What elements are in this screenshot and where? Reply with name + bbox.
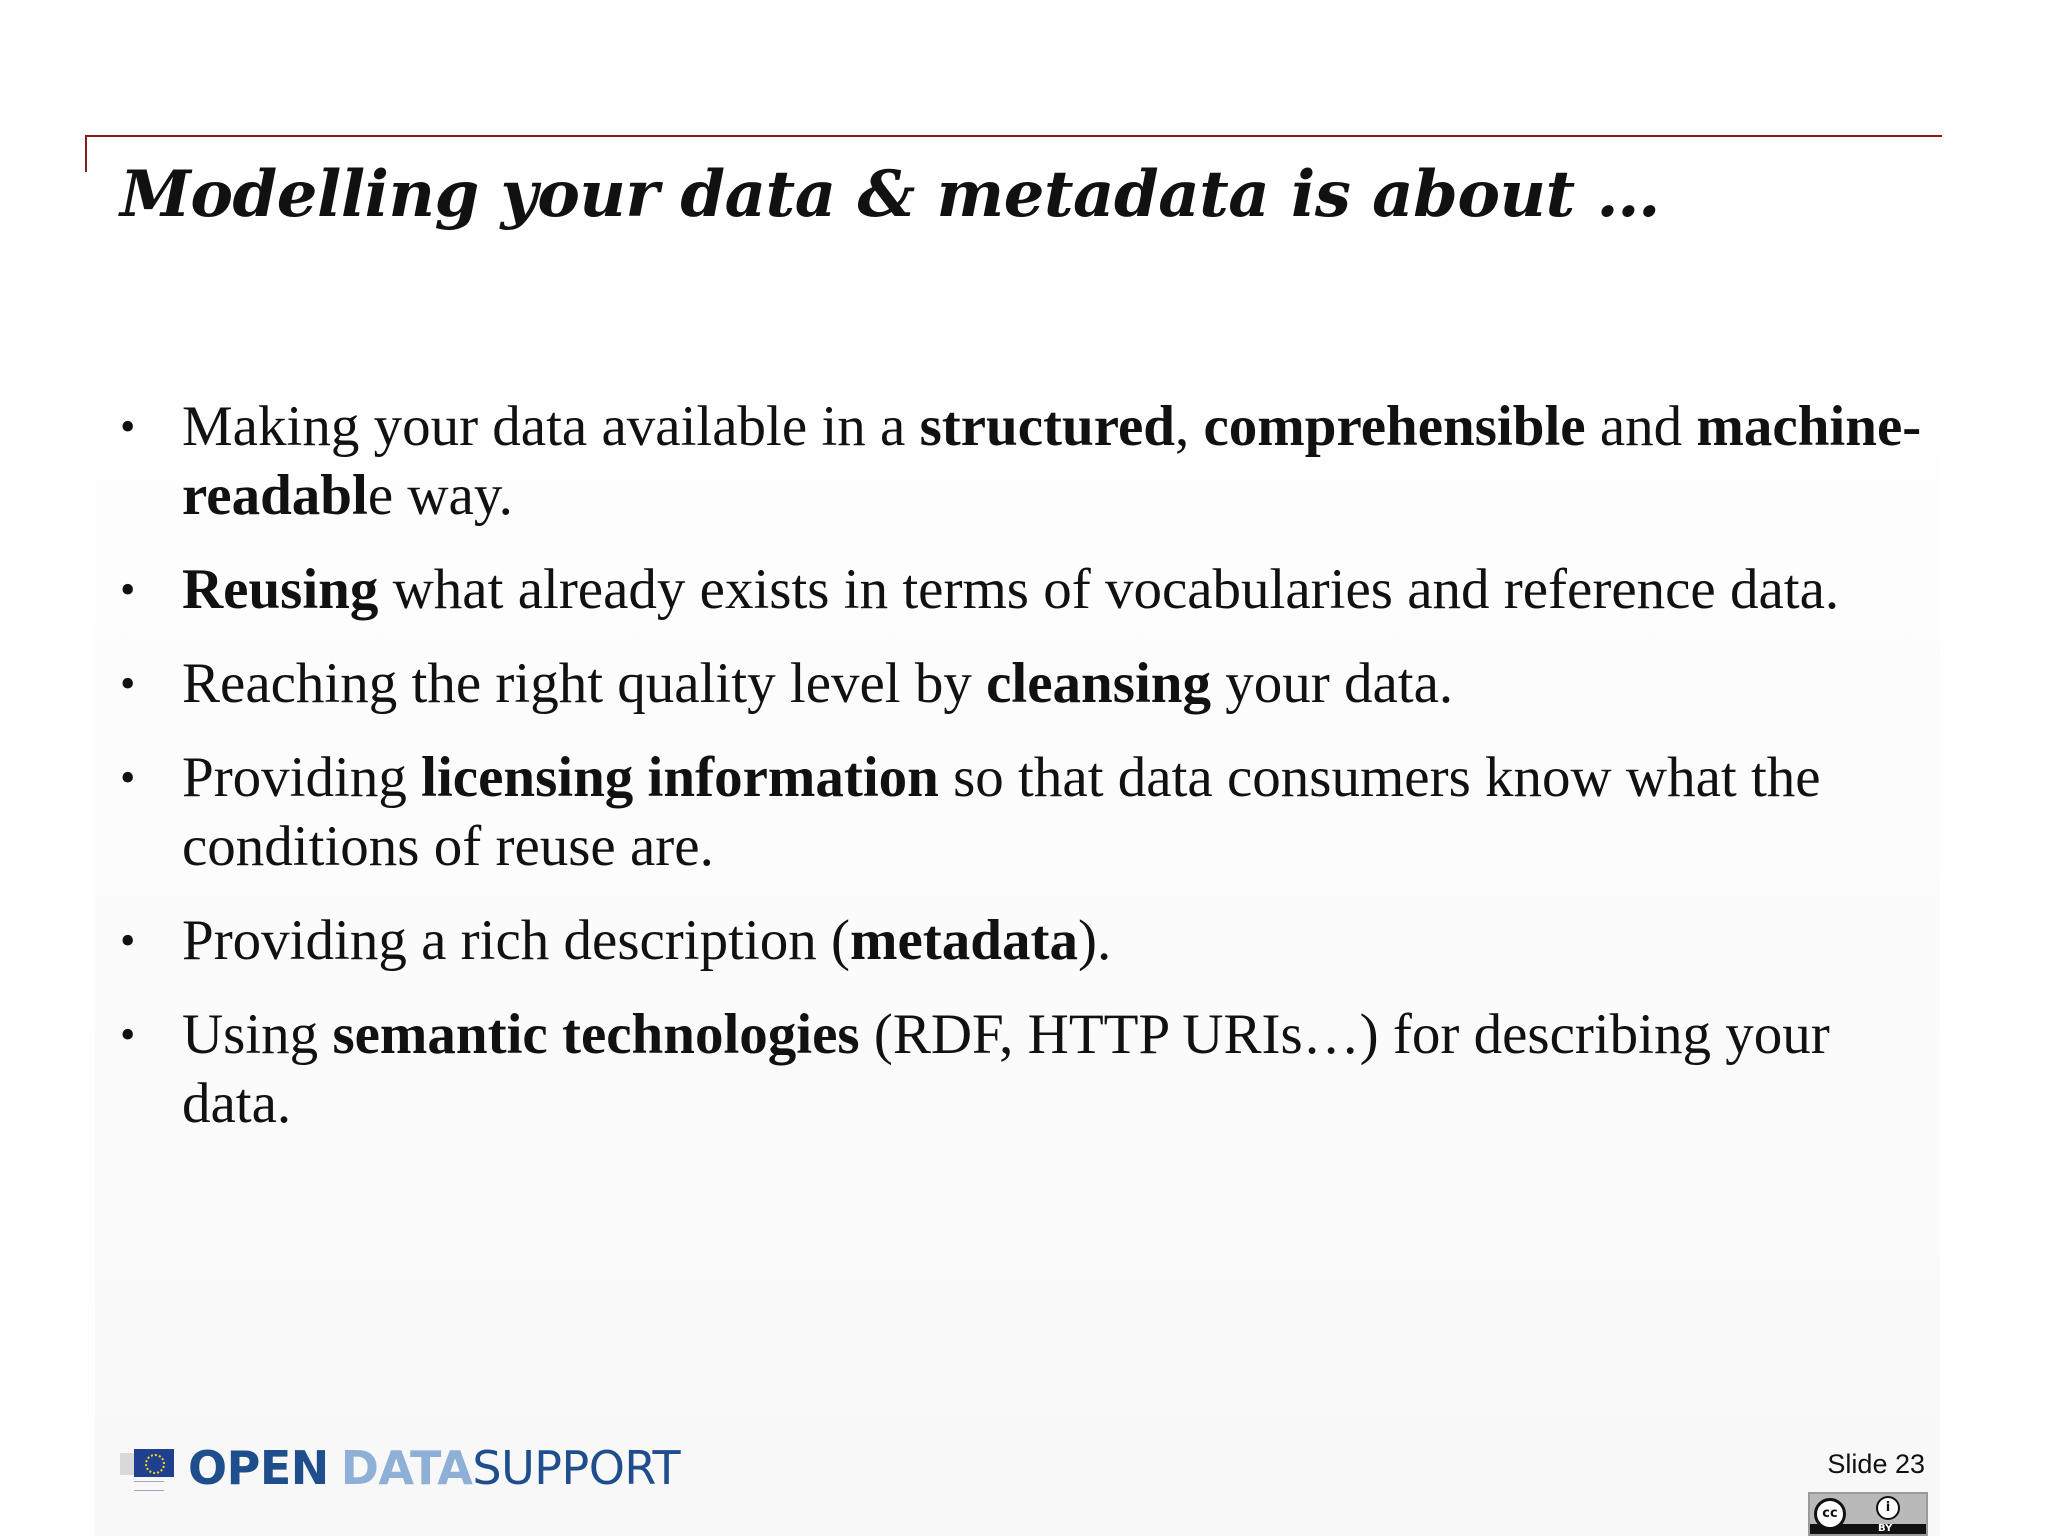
bullet-dot: • <box>120 565 136 614</box>
bullet-dot: • <box>120 916 136 965</box>
bullet-text: Making your data available in a <box>182 395 920 458</box>
bullet-emphasis: licensing information <box>421 746 939 809</box>
bullet-emphasis: Reusing <box>182 558 379 621</box>
cc-icon: cc <box>1814 1498 1846 1530</box>
bullet-item <box>120 906 1935 975</box>
bullet-text: what already exists in terms of vocabularies and reference data. <box>378 558 1840 621</box>
slide-number: Slide 23 <box>1827 1449 1925 1479</box>
brand-word-open: OPEN <box>188 1441 329 1495</box>
title-rule-tick <box>85 135 87 172</box>
bullet-emphasis: metadata <box>850 909 1078 972</box>
bullet-list <box>120 392 1935 1163</box>
bullet-item <box>120 743 1935 881</box>
brand-wordmark <box>188 1441 680 1495</box>
bullet-text: Providing <box>182 746 422 809</box>
bullet-dot: • <box>120 753 136 802</box>
title-rule <box>85 135 1942 137</box>
bullet-text: your data. <box>1210 652 1454 715</box>
bullet-emphasis: structured <box>919 395 1175 458</box>
slide-title: Modelling your data & metadata is about … <box>120 157 1660 232</box>
by-label: BY <box>1878 1523 1893 1534</box>
bullet-item <box>120 1000 1935 1138</box>
bullet-emphasis: semantic technologies <box>332 1003 860 1066</box>
bullet-text: and <box>1585 395 1697 458</box>
bullet-text: , <box>1175 395 1204 458</box>
bullet-text: Using <box>182 1003 333 1066</box>
attribution-icon: i <box>1876 1496 1900 1520</box>
brand-word-support: SUPPORT <box>472 1441 681 1495</box>
bullet-text: Reaching the right quality level by <box>182 652 987 715</box>
bullet-text: (RDF, HTTP URIs…) for describing your data. <box>182 1003 1830 1135</box>
bullet-item <box>120 649 1935 718</box>
bullet-dot: • <box>120 1010 136 1059</box>
brand-word-data: DATA <box>340 1441 473 1495</box>
eu-flag-icon <box>120 1445 180 1491</box>
open-data-support-logo <box>120 1438 680 1498</box>
bullet-text: ). <box>1077 909 1112 972</box>
bullet-dot: • <box>120 402 136 451</box>
bullet-item <box>120 555 1935 624</box>
bullet-emphasis: cleansing <box>986 652 1211 715</box>
bullet-item <box>120 392 1935 530</box>
bullet-text: e way. <box>367 464 513 527</box>
bullet-emphasis: comprehensible <box>1203 395 1586 458</box>
bullet-text: so that data consumers know what the conditions of reuse are. <box>182 746 1821 878</box>
cc-by-icon <box>1808 1492 1928 1536</box>
bullet-dot: • <box>120 659 136 708</box>
bullet-text: Providing a rich description ( <box>182 909 851 972</box>
bullet-emphasis: machine-readabl <box>182 395 1922 527</box>
